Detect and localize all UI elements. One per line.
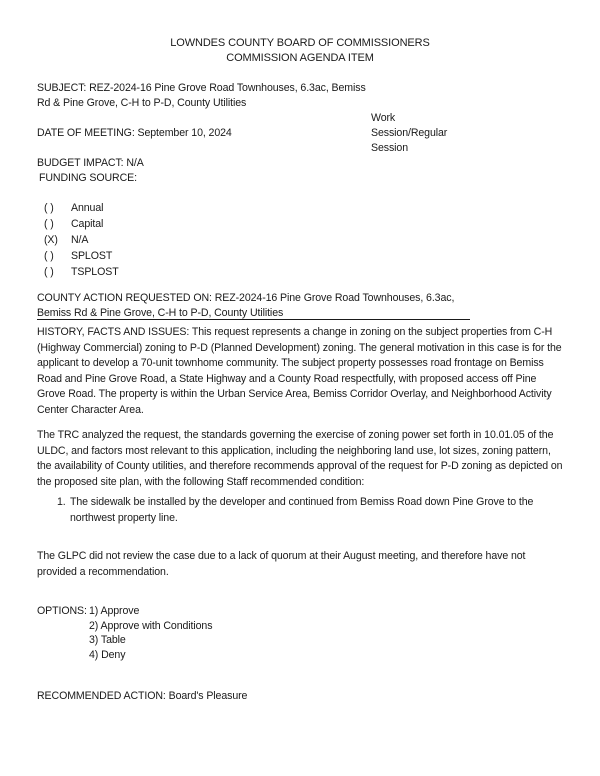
subject-block: [37, 81, 366, 111]
funding-option-label: Annual: [71, 202, 104, 214]
meeting-date: DATE OF MEETING: September 10, 2024: [37, 127, 232, 139]
funding-option-capital: [44, 216, 119, 232]
session-line: Session: [371, 142, 408, 154]
county-action-block: [37, 291, 454, 321]
funding-checkbox: ( ): [44, 202, 54, 214]
county-action-line-2: Bemiss Rd & Pine Grove, C-H to P-D, County Utilities: [37, 307, 284, 319]
trc-analysis: The TRC analyzed the request, the standards governing the exercise of zoning power set forth in 10.01.05 of the ULDC, and factors most relevant to this application, including the neighboring land use, lot sizes, zoning pattern, the availability of County utilities, and therefore recommends approval of the request for P-D zoning as depicted on the proposed site plan, with the following Staff recommended condition:: [37, 429, 563, 488]
funding-option-label: Capital: [71, 218, 104, 230]
funding-option-splost: [44, 248, 119, 264]
document-header: [0, 36, 600, 66]
funding-option-tsplost: [44, 264, 119, 280]
option-approve-with-conditions: 2) Approve with Conditions: [89, 619, 213, 632]
staff-conditions-list: [57, 495, 567, 526]
funding-checkbox: ( ): [44, 266, 54, 278]
option-approve: 1) Approve: [89, 605, 140, 617]
funding-checkbox-checked: (X): [44, 234, 58, 246]
session-line: Work: [371, 112, 396, 124]
funding-option-label: N/A: [71, 234, 89, 246]
funding-option-label: TSPLOST: [71, 266, 119, 278]
condition-item: [57, 495, 567, 526]
funding-source-label: FUNDING SOURCE:: [39, 172, 137, 184]
section-divider: [37, 319, 470, 320]
option-deny: 4) Deny: [89, 648, 126, 661]
glpc-note: The GLPC did not review the case due to a lack of quorum at their August meeting, and therefore have not provided a recommendation.: [37, 550, 526, 578]
county-action-line-1: COUNTY ACTION REQUESTED ON: REZ-2024-16 Pine Grove Road Townhouses, 6.3ac,: [37, 292, 455, 304]
meeting-session-type: [371, 111, 447, 156]
budget-impact: BUDGET IMPACT: N/A: [37, 157, 144, 169]
session-line: Session/Regular: [371, 127, 448, 139]
subject-line-1: SUBJECT: REZ-2024-16 Pine Grove Road Townhouses, 6.3ac, Bemiss: [37, 82, 366, 94]
condition-number: 1.: [57, 496, 66, 508]
funding-source-list: [44, 200, 119, 280]
header-doc-type: COMMISSION AGENDA ITEM: [226, 52, 374, 64]
funding-option-annual: [44, 200, 119, 216]
history-facts-issues: HISTORY, FACTS AND ISSUES: This request represents a change in zoning on the subject properties from C-H (Highway Commercial) zoning to P-D (Planned Development) zoning. The general motivation in this case is for the applicant to develop a 70-unit townhome community. The subject property possesses road frontage on Bemiss Road and Pine Grove Road, a State Highway and a County Road respectfully, with proposed access off Pine Grove Road. The property is within the Urban Service Area, Bemiss Corridor Overlay, and Neighborhood Activity Center Character Area.: [37, 326, 562, 416]
funding-option-na: [44, 232, 119, 248]
options-block: [37, 604, 212, 662]
subject-line-2: Rd & Pine Grove, C-H to P-D, County Utilities: [37, 97, 247, 109]
options-label: OPTIONS:: [37, 605, 87, 617]
funding-option-label: SPLOST: [71, 250, 113, 262]
funding-checkbox: ( ): [44, 250, 54, 262]
option-item: [37, 604, 212, 619]
funding-checkbox: ( ): [44, 218, 54, 230]
recommended-action: RECOMMENDED ACTION: Board's Pleasure: [37, 690, 248, 702]
option-table: 3) Table: [89, 634, 126, 646]
header-org-title: LOWNDES COUNTY BOARD OF COMMISSIONERS: [170, 37, 430, 49]
condition-text: The sidewalk be installed by the developer and continued from Bemiss Road down Pine Grove to the northwest property line.: [70, 496, 534, 524]
